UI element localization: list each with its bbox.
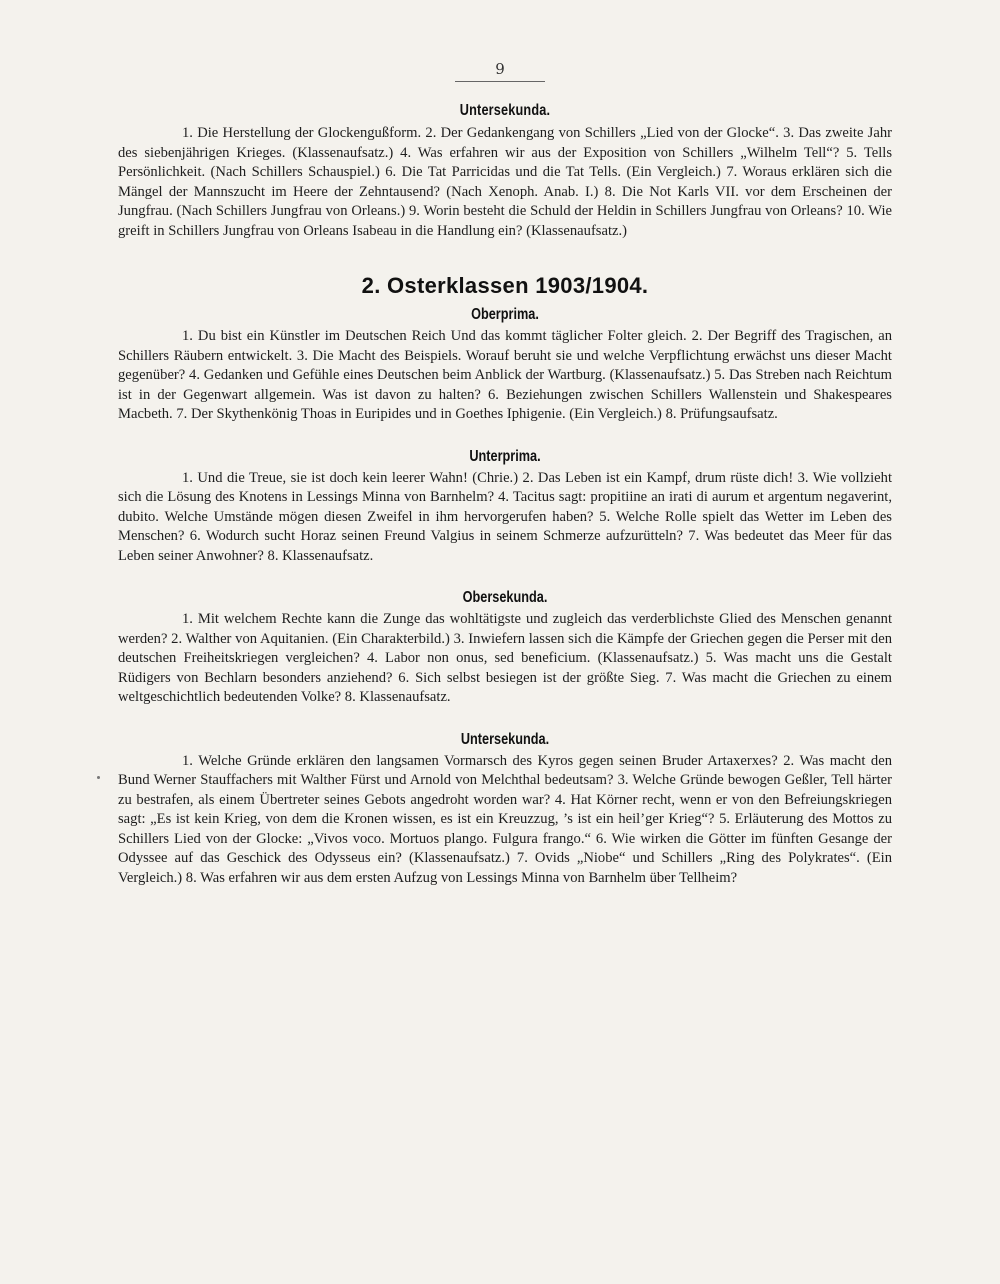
section-text-untersekunda-1903: 1. Die Herstellung der Glockengußform. 2. Der Gedankengang von Schillers „Lied von der Glocke“. 3. Das zweite Jahr des siebenjährigen Krieges. (Klassenaufsatz.) 4. Was erfahren wir aus der Exposition von Schillers „Wilhelm Tell“? 5. Tells Persönlichkeit. (Nach Schillers Schauspiel.) 6. Die Tat Parricidas und die Tat Tells. (Ein Vergleich.) 7. Woraus erklären sich die Mängel der Mannszucht im Heere der Zehntausend? (Nach Xenoph. Anab. I.) 8. Die Not Karls VII. vor dem Erscheinen der Jungfrau. (Nach Schillers Jungfrau von Orleans.) 9. Worin besteht die Schuld der Heldin in Schillers Jungfrau von Orleans? 10. Wie greift in Schillers Jungfrau von Orleans Isabeau in die Handlung ein? (Klassenaufsatz.) [118, 125, 892, 239]
section-text-oberprima: 1. Du bist ein Künstler im Deutschen Reich Und das kommt täglicher Folter gleich. 2. Der Begriff des Tragischen, an Schillers Räubern entwickelt. 3. Die Macht des Beispiels. Worauf beruht sie und welche Verpflichtung erwächst uns dieser Macht gegenüber? 4. Gedanken und Gefühle eines Deutschen beim Anblick der Wartburg. (Klassenaufsatz.) 5. Das Streben nach Reichtum ist in der Gegenwart allgemein. Was ist davon zu halten? 6. Beziehungen zwischen Schillers Wallenstein und Shakespeares Macbeth. 7. Der Skythenkönig Thoas in Euripides und in Goethes Iphigenie. (Ein Vergleich.) 8. Prüfungsaufsatz. [118, 328, 892, 422]
spacer [118, 425, 892, 445]
section-heading-osterklassen: 2. Osterklassen 1903/1904. [361, 273, 649, 298]
page-number: 9 [455, 60, 545, 82]
section-heading-obersekunda: Obersekunda. [462, 589, 548, 606]
section-text-untersekunda-1904: 1. Welche Gründe erklären den langsamen Vormarsch des Kyros gegen seinen Bruder Artaxerxes? 2. Was macht den Bund Werner Stauffachers mit Walther Fürst und Arnold von Melchthal bedeutsam? 3. Welche Gründe bewogen Geßler, Tell härter zu bestrafen, als einem Übertreter seines Gebots angedroht worden war? 4. Hat Körner recht, wenn er von den Befreiungskriegen sagt: „Es ist kein Krieg, von dem die Kronen wissen, es ist ein Kreuzzug, ’s ist ein heil’ger Krieg“? 5. Erläuterung des Mottos zu Schillers Lied von der Glocke: „Vivos voco. Mortuos plango. Fulgura frango.“ 6. Wie wirken die Götter im fünften Gesange der Odyssee auf das Geschick des Odysseus ein? (Klassenaufsatz.) 7. Ovids „Niobe“ und Schillers „Ring des Polykrates“. (Ein Vergleich.) 8. Was erfahren wir aus dem ersten Aufzug von Lessings Minna von Barnhelm über Tellheim? [118, 752, 892, 886]
document-content [118, 98, 892, 888]
section-heading-oberprima: Oberprima. [471, 306, 539, 323]
margin-dot [97, 776, 100, 779]
section-heading-untersekunda-1903: Untersekunda. [459, 102, 551, 119]
section-text-unterprima: 1. Und die Treue, sie ist doch kein leerer Wahn! (Chrie.) 2. Das Leben ist ein Kampf, drum rüste dich! 3. Wie vollzieht sich die Lösung des Knotens in Lessings Minna von Barnhelm? 4. Tacitus sagt: propitiine an irati di aurum et argentum negaverint, dubito. Welche Umstände mögen diesen Zweifel in ihm hervorgerufen haben? 5. Welche Rolle spielt das Wetter im Leben des Menschen? 6. Wodurch sucht Horaz seinen Freund Valgius in seinem Schmerze aufzurütteln? 7. Was bedeutet das Meer für das Leben seiner Anwohner? 8. Klassenaufsatz. [118, 469, 892, 564]
section-heading-unterprima: Unterprima. [469, 447, 541, 465]
spacer [118, 566, 892, 586]
section-text-obersekunda: 1. Mit welchem Rechte kann die Zunge das wohltätigste und zugleich das verderblichste Glied des Menschen genannt werden? 2. Walther von Aquitanien. (Ein Charakterbild.) 3. Inwiefern lassen sich die Kämpfe der Griechen gegen die Perser mit den deutschen Freiheitskriegen vergleichen? 4. Labor non onus, sed beneficium. (Klassenaufsatz.) 5. Was macht uns die Gestalt Rüdigers von Bechlarn besonders anziehend? 6. Sich selbst besiegen ist der größte Sieg. 7. Was macht die Griechen zu einem weltgeschichtlich bedeutenden Volke? 8. Klassenaufsatz. [118, 611, 892, 705]
spacer [118, 708, 892, 728]
section-heading-untersekunda-1904: Untersekunda. [460, 730, 550, 748]
